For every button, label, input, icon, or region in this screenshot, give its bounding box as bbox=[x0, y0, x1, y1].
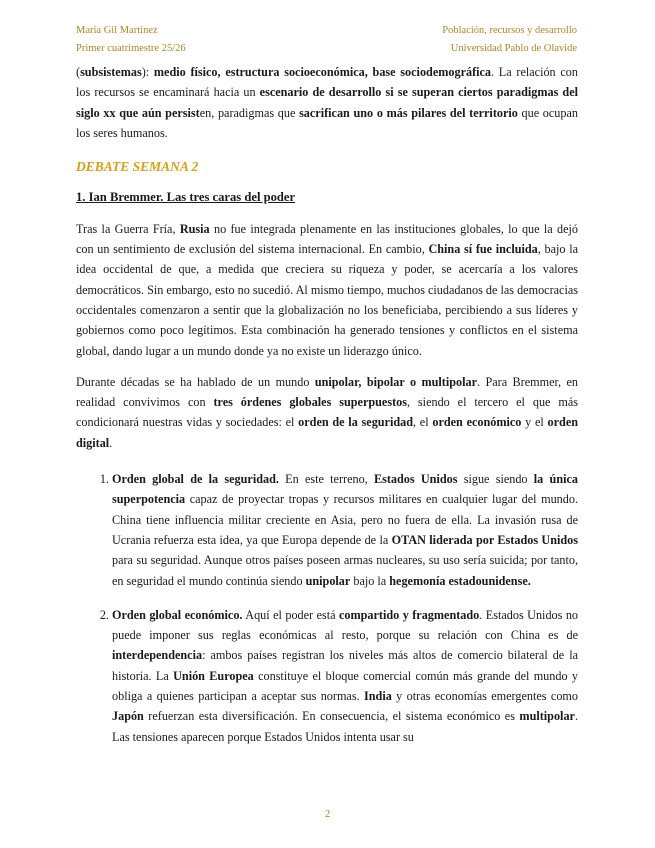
bold-text-run: hegemonía estadounidense. bbox=[389, 573, 531, 588]
page-number: 2 bbox=[324, 808, 331, 820]
text-run: bajo la bbox=[350, 573, 390, 588]
list-item bbox=[112, 605, 578, 747]
text-run: refuerzan esta diversificación. En consecuencia, el sistema económico es bbox=[143, 709, 520, 724]
header-term: Primer cuatrimestre 25/26 bbox=[76, 43, 186, 54]
bold-text-run: orden económico bbox=[432, 415, 522, 430]
numbered-list bbox=[76, 469, 578, 747]
intro-paragraph bbox=[76, 62, 578, 143]
bold-text-run: escenario de desarrollo si se superan ciertos paradigmas del siglo xx que aún persist bbox=[76, 85, 578, 120]
text-run: ( bbox=[76, 65, 81, 79]
bold-text-run: unipolar, bipolar o multipolar bbox=[314, 374, 477, 389]
text-run: constituye el bloque comercial común más grande del mundo y obliga a quienes participan a aceptar sus normas. bbox=[112, 668, 578, 704]
bold-text-run: Rusia bbox=[179, 221, 210, 236]
text-run: , bajo la idea occidental de que, a medida que creciera su riqueza y poder, se acercaría a los valores democráticos. Sin embargo, esto no sucedió. Al mismo tiempo, muchos ciudadanos de las democracias occidentales comenzaron a sentir que la globalización no los beneficiaba, percibiendo a sus líderes y gobiernos como poco legítimos. Esta combinación ha generado tensiones y conflictos en el sistema global, dando lugar a un mundo donde ya no existe un liderazgo único. bbox=[76, 242, 578, 358]
text-run: que ocupan los seres humanos. bbox=[76, 105, 578, 140]
bold-text-run: India bbox=[364, 689, 392, 704]
bold-text-run: compartido y fragmentado bbox=[338, 607, 480, 622]
bold-text-run: Orden global de la seguridad. bbox=[112, 472, 279, 487]
paragraph-1 bbox=[76, 219, 578, 361]
header-course: Población, recursos y desarrollo bbox=[442, 25, 577, 36]
bold-text-run: Unión Europea bbox=[173, 668, 254, 683]
header-university: Universidad Pablo de Olavide bbox=[450, 43, 577, 54]
text-run: Aquí el poder está bbox=[242, 607, 339, 622]
bold-text-run: orden digital bbox=[76, 415, 579, 450]
bold-text-run: China sí fue incluida bbox=[428, 242, 538, 257]
bold-text-run: unipolar bbox=[305, 573, 351, 588]
list-item bbox=[112, 469, 578, 591]
bold-text-run: subsistemas bbox=[80, 65, 142, 79]
text-run: . Para Bremmer, en realidad convivimos con bbox=[76, 374, 578, 410]
text-run: : ambos países registran los niveles más altos de comercio bilateral de la historia. La bbox=[112, 648, 578, 683]
text-run: . La relación con los recursos se encaminará hacia un bbox=[76, 65, 578, 100]
text-run: capaz de proyectar tropas y recursos militares en cualquier lugar del mundo. China tiene influencia militar creciente en Asia, pero no fuera de ella. La invasión rusa de Ucrania refuerza esta idea, ya que Europa depende de la bbox=[112, 492, 578, 547]
text-run: En este terreno, bbox=[278, 472, 374, 487]
bold-text-run: Estados Unidos bbox=[373, 472, 458, 487]
bold-text-run: tres órdenes globales superpuestos bbox=[213, 395, 407, 410]
bold-text-run: interdependencia bbox=[112, 648, 203, 663]
bold-text-run: Japón bbox=[112, 709, 144, 724]
section-title: 1. Ian Bremmer. Las tres caras del poder bbox=[76, 190, 296, 205]
bold-text-run: la única superpotencia bbox=[112, 472, 578, 507]
bold-text-run: Orden global económico. bbox=[112, 607, 243, 622]
bold-text-run: sacrifican uno o más pilares del territorio bbox=[299, 105, 518, 120]
bold-text-run: medio físico, estructura socioeconómica, base sociodemográfica bbox=[153, 65, 492, 79]
text-run: sigue siendo bbox=[457, 472, 534, 487]
paragraph-2 bbox=[76, 372, 578, 453]
document-body bbox=[76, 62, 578, 761]
header-right bbox=[442, 22, 577, 58]
text-run: . Las tensiones aparecen porque Estados Unidos intenta usar su bbox=[112, 709, 578, 744]
text-run: en, paradigmas que bbox=[199, 105, 300, 120]
text-run: , siendo el tercero el que más condicionará nuestras vidas y sociedades: el bbox=[76, 395, 578, 430]
bold-text-run: OTAN liderada por Estados Unidos bbox=[391, 532, 579, 547]
debate-title: DEBATE SEMANA 2 bbox=[76, 159, 199, 175]
header-left bbox=[76, 22, 186, 58]
text-run: Durante décadas se ha hablado de un mundo bbox=[76, 374, 315, 389]
text-run: ): bbox=[141, 65, 154, 79]
bold-text-run: multipolar bbox=[519, 709, 575, 724]
text-run: para su seguridad. Aunque otros países poseen armas nucleares, su uso sería suicida; por tanto, en seguridad el mundo continúa siendo bbox=[112, 553, 578, 588]
text-run: y otras economías emergentes como bbox=[391, 689, 578, 704]
header-author: María Gil Martínez bbox=[76, 25, 158, 36]
text-run: no fue integrada plenamente en las instituciones globales, lo que la dejó con un sentimiento de exclusión del sistema internacional. En cambio, bbox=[76, 221, 578, 257]
text-run: y el bbox=[521, 415, 548, 430]
text-run: Tras la Guerra Fría, bbox=[76, 221, 180, 236]
text-run: , el bbox=[413, 415, 433, 430]
text-run: . bbox=[109, 435, 113, 450]
bold-text-run: orden de la seguridad bbox=[298, 415, 414, 430]
text-run: . Estados Unidos no puede imponer sus reglas económicas al resto, porque su relación con China es de bbox=[112, 607, 579, 643]
